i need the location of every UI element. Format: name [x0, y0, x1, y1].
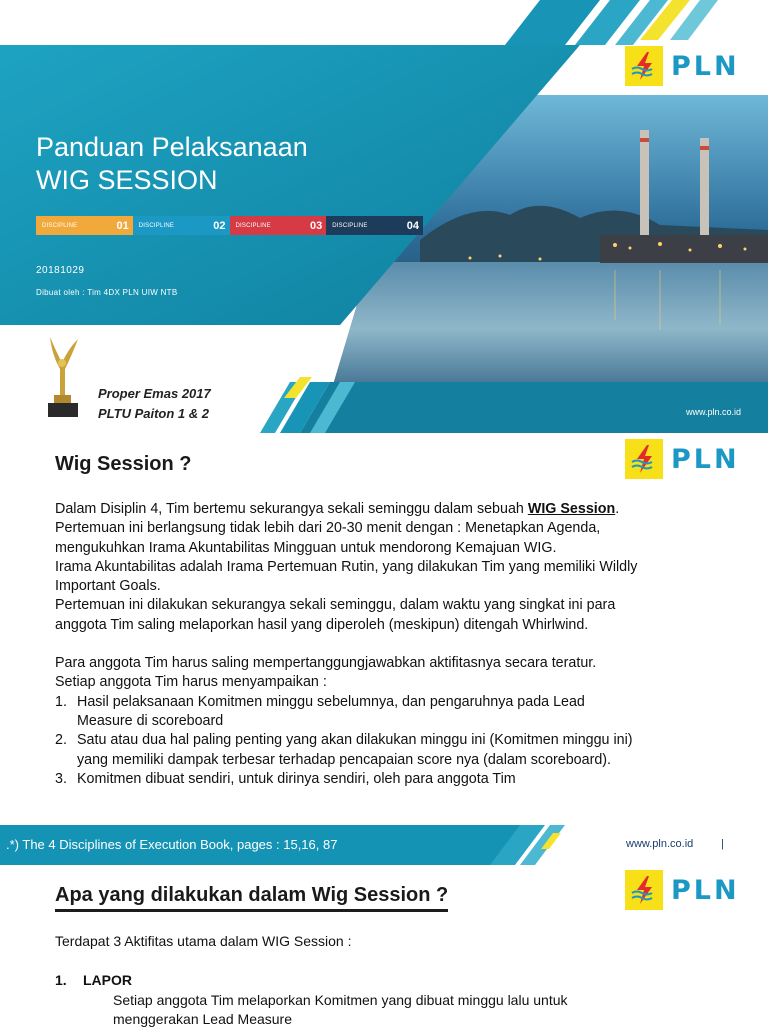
discipline-3: DISCIPLINE 03 — [230, 216, 327, 235]
body-line: mengukuhkan Irama Akuntabilitas Mingguan untuk mendorong Kemajuan WIG. — [55, 539, 557, 556]
trophy-icon — [38, 333, 88, 421]
presentation-title — [36, 131, 308, 197]
website-url[interactable]: www.pln.co.id — [686, 407, 742, 417]
body-line: Irama Akuntabilitas adalah Irama Pertemuan Rutin, yang dilakukan Tim yang memiliki Wildly — [55, 558, 638, 575]
separator: | — [721, 838, 724, 850]
award-line-2: PLTU Paiton 1 & 2 — [98, 406, 209, 421]
activity-label: LAPOR — [83, 972, 132, 988]
list-item: 3. Komitmen dibuat sendiri, untuk dirinya sendiri, oleh para anggota Tim — [55, 770, 516, 787]
pln-lightning-icon — [625, 870, 663, 910]
pln-lightning-icon — [625, 46, 663, 86]
discipline-2: DISCIPLINE 02 — [133, 216, 230, 235]
activity-number: 1. — [55, 972, 67, 988]
body-line: Pertemuan ini berlangsung tidak lebih dari 20-30 menit dengan : Menetapkan Agenda, — [55, 520, 601, 537]
paragraph-1: Dalam Disiplin 4, Tim bertemu sekurangya sekali seminggu dalam sebuah WIG Session. — [55, 501, 620, 517]
body-line: Pertemuan ini dilakukan sekurangya sekali seminggu, dalam waktu yang singkat ini para — [55, 597, 616, 614]
pln-wordmark: PLN — [671, 50, 740, 82]
activity-item — [55, 972, 132, 988]
list-item: 1. Hasil pelaksanaan Komitmen minggu sebelumnya, dan pengaruhnya pada Lead Measure di scoreboard — [55, 693, 585, 729]
presentation-date: 20181029 — [36, 265, 85, 276]
requirements-list — [55, 693, 755, 789]
activity-description: Setiap anggota Tim melaporkan Komitmen yang dibuat minggu lalu untuk menggerakan Lead Measure — [113, 992, 568, 1027]
slide2-title: Wig Session ? — [55, 453, 192, 475]
title-line-1: Panduan Pelaksanaan — [36, 132, 308, 162]
created-by: Dibuat oleh : Tim 4DX PLN UIW NTB — [36, 288, 178, 297]
slide2-body — [55, 500, 755, 789]
body-line: Important Goals. — [55, 578, 161, 595]
footnote: .*) The 4 Disciplines of Execution Book, pages : 15,16, 87 — [6, 837, 338, 852]
pln-logo-slide2 — [625, 439, 740, 479]
pln-logo — [625, 46, 740, 86]
pln-wordmark: PLN — [671, 443, 740, 475]
slide3-intro: Terdapat 3 Aktifitas utama dalam WIG Session : — [55, 933, 352, 949]
pln-lightning-icon — [625, 439, 663, 479]
discipline-1: DISCIPLINE 01 — [36, 216, 133, 235]
pln-wordmark: PLN — [671, 874, 740, 906]
body-line: Setiap anggota Tim harus menyampaikan : — [55, 674, 327, 691]
title-line-2: WIG SESSION — [36, 165, 218, 195]
website-url[interactable]: www.pln.co.id — [626, 838, 694, 850]
wig-session-link[interactable]: WIG Session — [527, 501, 616, 517]
award-line-1: Proper Emas 2017 — [98, 386, 211, 401]
discipline-4: DISCIPLINE 04 — [326, 216, 423, 235]
award-caption — [98, 384, 211, 424]
body-line: Para anggota Tim harus saling mempertanggungjawabkan aktifitasnya secara teratur. — [55, 655, 597, 672]
body-line: anggota Tim saling melaporkan hasil yang diperoleh (meskipun) ditengah Whirlwind. — [55, 616, 589, 633]
list-item: 2. Satu atau dua hal paling penting yang akan dilakukan minggu ini (Komitmen minggu ini) yang memiliki dampak terbesar terhadap pencapaian score nya (dalam scoreboard). — [55, 732, 633, 768]
slide3-title: Apa yang dilakukan dalam Wig Session ? — [55, 884, 448, 912]
pln-logo-slide3 — [625, 870, 740, 910]
disciplines-bar — [36, 216, 423, 235]
title-slide — [0, 0, 768, 433]
